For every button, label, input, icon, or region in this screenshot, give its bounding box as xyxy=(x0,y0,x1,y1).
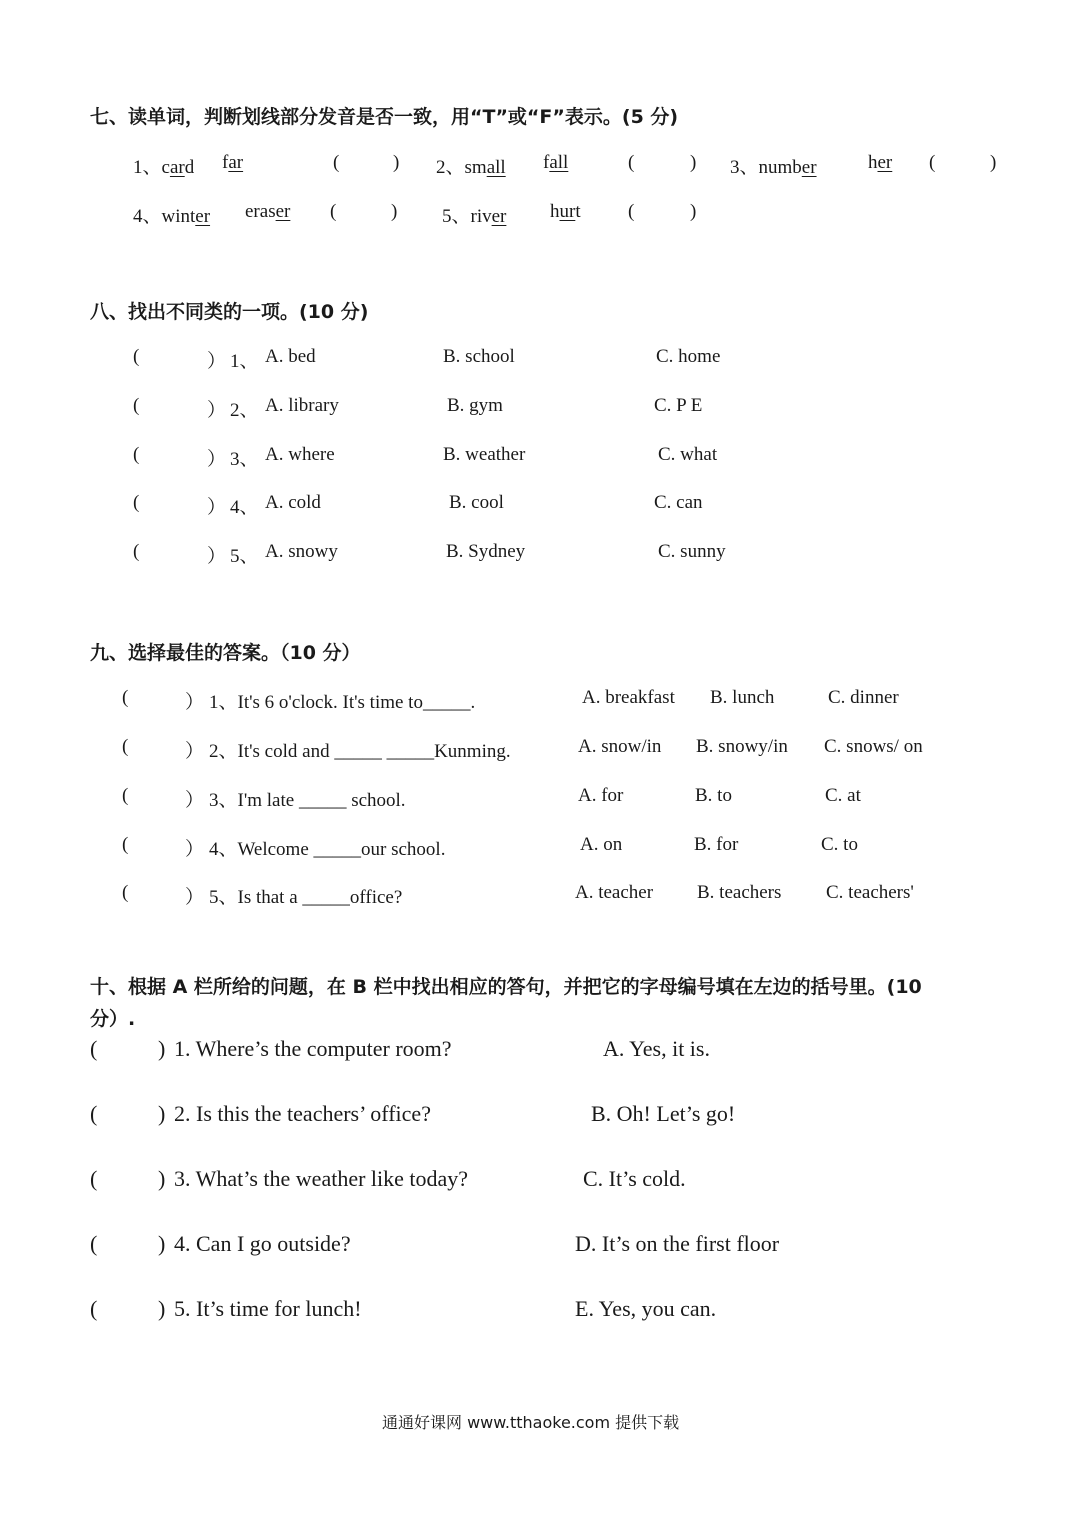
s9-row-5-question: 5、Is that a _____office? xyxy=(209,887,403,908)
s10-row-2-question: 2. Is this the teachers’ office? xyxy=(174,1101,431,1126)
s7-item-2-underline-2: all xyxy=(549,152,569,173)
section-8-heading: 八、找出不同类的一项。(10 分) xyxy=(90,301,369,323)
s7-item-1-rest-1: d xyxy=(184,157,195,178)
s8-row-2-number: 2、 xyxy=(230,400,259,421)
s7-item-3-underline-1: er xyxy=(801,157,817,178)
s8-row-3-option-a: A. where xyxy=(265,444,335,465)
s7-item-3-prefix-2: h xyxy=(868,152,878,173)
s7-item-2-number: 2、sm xyxy=(436,157,487,178)
s8-row-1-option-b: B. school xyxy=(443,346,515,367)
s9-row-5-option-b: B. teachers xyxy=(697,882,782,903)
s8-row-4-option-a: A. cold xyxy=(265,492,321,513)
s10-row-3-answer: C. It’s cold. xyxy=(583,1166,686,1191)
s8-row-5-option-b: B. Sydney xyxy=(446,541,526,562)
s9-row-1-option-a: A. breakfast xyxy=(582,687,675,708)
s10-row-4-open-paren: ( xyxy=(90,1231,98,1256)
s7-item-1-underline-1: ar xyxy=(169,157,185,178)
s7-item-5-number: 5、riv xyxy=(442,206,492,227)
s9-row-1-option-c: C. dinner xyxy=(828,687,899,708)
s7-item-5-underline-1: er xyxy=(491,206,507,227)
s9-row-2-question: 2、It's cold and _____ _____Kunming. xyxy=(209,741,511,762)
s10-row-1-question: 1. Where’s the computer room? xyxy=(174,1036,452,1061)
s8-row-1-open-paren: ( xyxy=(133,346,140,367)
s9-row-4-option-b: B. for xyxy=(694,834,739,855)
s9-row-3-question: 3、I'm late _____ school. xyxy=(209,790,406,811)
s7-item-1-word-1 xyxy=(133,152,194,179)
s10-row-4-question: 4. Can I go outside? xyxy=(174,1231,351,1256)
s9-row-1-option-b: B. lunch xyxy=(710,687,775,708)
s8-row-2-option-c: C. P E xyxy=(654,395,703,416)
s7-item-2-word-1 xyxy=(436,152,506,179)
s9-row-3-open-paren: ( xyxy=(122,785,129,806)
s9-row-5-open-paren: ( xyxy=(122,882,129,903)
s8-row-5-close-paren: ） xyxy=(207,546,227,567)
s7-item-5-prefix-2: h xyxy=(550,201,560,222)
s10-row-3-question: 3. What’s the weather like today? xyxy=(174,1166,469,1191)
s8-row-2-close-paren: ） xyxy=(207,400,227,421)
s9-row-3-option-b: B. to xyxy=(695,785,732,806)
s7-item-2-underline-1: all xyxy=(486,157,506,178)
s8-row-5-open-paren: ( xyxy=(133,541,140,562)
s9-row-2-option-b: B. snowy/in xyxy=(696,736,788,757)
s7-item-2-close-paren: ) xyxy=(690,152,697,173)
s7-item-5-close-paren: ) xyxy=(690,201,697,222)
s8-row-2-option-a: A. library xyxy=(265,395,339,416)
s7-item-1-prefix-2: f xyxy=(222,152,229,173)
s8-row-4-option-b: B. cool xyxy=(449,492,504,513)
s7-item-1-number: 1、c xyxy=(133,157,170,178)
s9-row-4-option-c: C. to xyxy=(821,834,858,855)
s10-row-1-close-paren: ) xyxy=(158,1036,166,1061)
section-7-heading: 七、读单词，判断划线部分发音是否一致，用“T”或“F”表示。(5 分) xyxy=(90,106,679,128)
s10-row-2-open-paren: ( xyxy=(90,1101,98,1126)
s10-row-5-answer: E. Yes, you can. xyxy=(575,1296,717,1321)
s7-item-1-close-paren: ) xyxy=(393,152,400,173)
s7-item-1-open-paren: ( xyxy=(333,152,340,173)
s10-row-5-question: 5. It’s time for lunch! xyxy=(174,1296,362,1321)
s10-row-5-close-paren: ) xyxy=(158,1296,166,1321)
s9-row-2-close-paren: ） xyxy=(185,741,205,762)
s7-item-1-underline-2: ar xyxy=(228,152,244,173)
s9-row-5-close-paren: ） xyxy=(185,887,205,908)
s8-row-3-option-c: C. what xyxy=(658,444,718,465)
s8-row-2-option-b: B. gym xyxy=(447,395,503,416)
s10-row-4-answer: D. It’s on the first floor xyxy=(575,1231,780,1256)
s7-item-4-close-paren: ) xyxy=(391,201,398,222)
s10-row-4-close-paren: ) xyxy=(158,1231,166,1256)
s8-row-5-number: 5、 xyxy=(230,546,259,567)
s8-row-1-number: 1、 xyxy=(230,351,259,372)
section-10-heading-line-2: 分）. xyxy=(90,1008,136,1030)
s7-item-5-word-2 xyxy=(550,201,581,223)
s8-row-5-option-c: C. sunny xyxy=(658,541,726,562)
s8-row-3-close-paren: ） xyxy=(207,449,227,470)
s9-row-2-open-paren: ( xyxy=(122,736,129,757)
s9-row-5-option-c: C. teachers' xyxy=(826,882,914,903)
s8-row-4-number: 4、 xyxy=(230,497,259,518)
s9-row-4-close-paren: ） xyxy=(185,839,205,860)
s10-row-5-open-paren: ( xyxy=(90,1296,98,1321)
s9-row-4-option-a: A. on xyxy=(580,834,623,855)
s9-row-1-open-paren: ( xyxy=(122,687,129,708)
s9-row-4-question: 4、Welcome _____our school. xyxy=(209,839,446,860)
s8-row-2-open-paren: ( xyxy=(133,395,140,416)
s7-item-4-underline-1: er xyxy=(195,206,211,227)
s7-item-3-close-paren: ) xyxy=(990,152,997,173)
s10-row-2-close-paren: ) xyxy=(158,1101,166,1126)
s9-row-2-option-a: A. snow/in xyxy=(578,736,662,757)
s9-row-3-option-c: C. at xyxy=(825,785,861,806)
s7-item-4-number: 4、wint xyxy=(133,206,196,227)
s8-row-1-close-paren: ） xyxy=(207,351,227,372)
s8-row-4-option-c: C. can xyxy=(654,492,703,513)
s7-item-4-prefix-2: eras xyxy=(245,201,276,222)
s9-row-3-close-paren: ） xyxy=(185,790,205,811)
s7-item-1-word-2 xyxy=(222,152,243,174)
s8-row-1-option-c: C. home xyxy=(656,346,721,367)
s7-item-2-word-2 xyxy=(543,152,568,174)
s9-row-4-open-paren: ( xyxy=(122,834,129,855)
s9-row-1-question: 1、It's 6 o'clock. It's time to_____. xyxy=(209,692,476,713)
s7-item-2-prefix-2: f xyxy=(543,152,550,173)
s8-row-3-open-paren: ( xyxy=(133,444,140,465)
s7-item-3-number: 3、numb xyxy=(730,157,802,178)
s7-item-2-open-paren: ( xyxy=(628,152,635,173)
s10-row-3-open-paren: ( xyxy=(90,1166,98,1191)
s8-row-3-option-b: B. weather xyxy=(443,444,526,465)
s8-row-4-open-paren: ( xyxy=(133,492,140,513)
section-10-heading-line-1: 十、根据 A 栏所给的问题，在 B 栏中找出相应的答句，并把它的字母编号填在左边的括号里。(10 xyxy=(90,976,922,998)
s10-row-1-answer: A. Yes, it is. xyxy=(603,1036,710,1061)
footer-text: 通通好课网 www.tthaoke.com 提供下载 xyxy=(382,1413,680,1432)
s9-row-5-option-a: A. teacher xyxy=(575,882,654,903)
s8-row-4-close-paren: ） xyxy=(207,497,227,518)
s9-row-3-option-a: A. for xyxy=(578,785,624,806)
s7-item-4-underline-2: er xyxy=(275,201,291,222)
s10-row-1-open-paren: ( xyxy=(90,1036,98,1061)
s8-row-5-option-a: A. snowy xyxy=(265,541,338,562)
s8-row-1-option-a: A. bed xyxy=(265,346,316,367)
s7-item-5-underline-2: ur xyxy=(559,201,576,222)
s7-item-4-word-2 xyxy=(245,201,290,223)
s9-row-2-option-c: C. snows/ on xyxy=(824,736,923,757)
s7-item-3-word-2 xyxy=(868,152,892,174)
s7-item-4-open-paren: ( xyxy=(330,201,337,222)
s7-item-5-word-1 xyxy=(442,201,506,228)
s8-row-3-number: 3、 xyxy=(230,449,259,470)
s7-item-5-open-paren: ( xyxy=(628,201,635,222)
s9-row-1-close-paren: ） xyxy=(185,692,205,713)
s7-item-3-underline-2: er xyxy=(877,152,893,173)
s7-item-5-rest-2: t xyxy=(575,201,581,222)
s7-item-4-word-1 xyxy=(133,201,210,228)
section-9-heading: 九、选择最佳的答案。（10 分） xyxy=(90,642,361,664)
s10-row-2-answer: B. Oh! Let’s go! xyxy=(591,1101,736,1126)
s7-item-3-word-1 xyxy=(730,152,817,179)
s10-row-3-close-paren: ) xyxy=(158,1166,166,1191)
s7-item-3-open-paren: ( xyxy=(929,152,936,173)
